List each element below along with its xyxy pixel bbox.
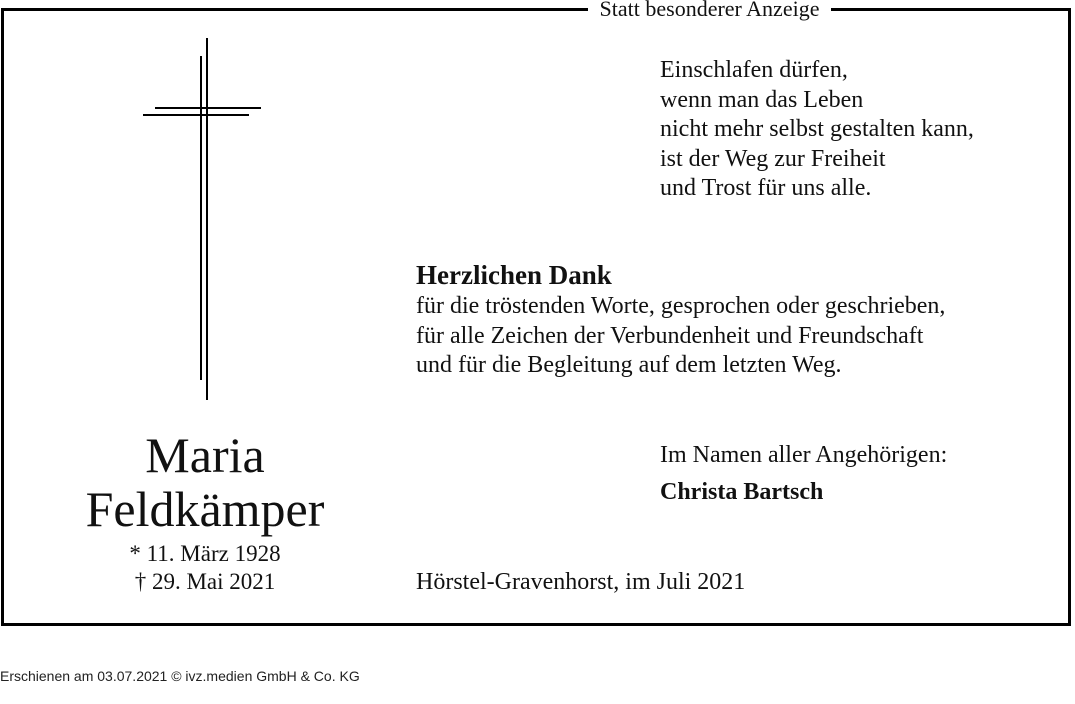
birth-date: * 11. März 1928: [129, 541, 281, 566]
death-date: † 29. Mai 2021: [134, 569, 276, 594]
cross-icon: [140, 38, 270, 400]
thanks-line: und für die Begleitung auf dem letzten Weg.: [416, 352, 842, 378]
poem: [660, 56, 974, 204]
poem-line: ist der Weg zur Freiheit: [660, 145, 886, 172]
publication-footer: Erschienen am 03.07.2021 © ivz.medien GmbH & Co. KG: [0, 668, 360, 684]
thanks-line: für alle Zeichen der Verbundenheit und Freundschaft: [416, 322, 924, 349]
deceased-last-name: Feldkämper: [85, 481, 325, 537]
poem-line: wenn man das Leben: [660, 86, 864, 113]
signature-name: Christa Bartsch: [660, 479, 824, 505]
place-date: Hörstel-Gravenhorst, im Juli 2021: [416, 569, 746, 595]
life-dates: [40, 540, 370, 596]
header-label: Statt besonderer Anzeige: [588, 0, 832, 21]
poem-line: Einschlafen dürfen,: [660, 57, 848, 83]
poem-line: und Trost für uns alle.: [660, 175, 872, 201]
thanks-section: [416, 258, 945, 381]
notice-header: [0, 0, 1075, 21]
deceased-first-name: Maria: [145, 427, 265, 483]
signature-intro: Im Namen aller Angehörigen:: [660, 442, 948, 468]
thanks-title: Herzlichen Dank: [416, 260, 612, 290]
signature-block: [660, 440, 947, 507]
poem-line: nicht mehr selbst gestalten kann,: [660, 116, 974, 142]
thanks-line: für die tröstenden Worte, gesprochen oder geschrieben,: [416, 293, 946, 319]
